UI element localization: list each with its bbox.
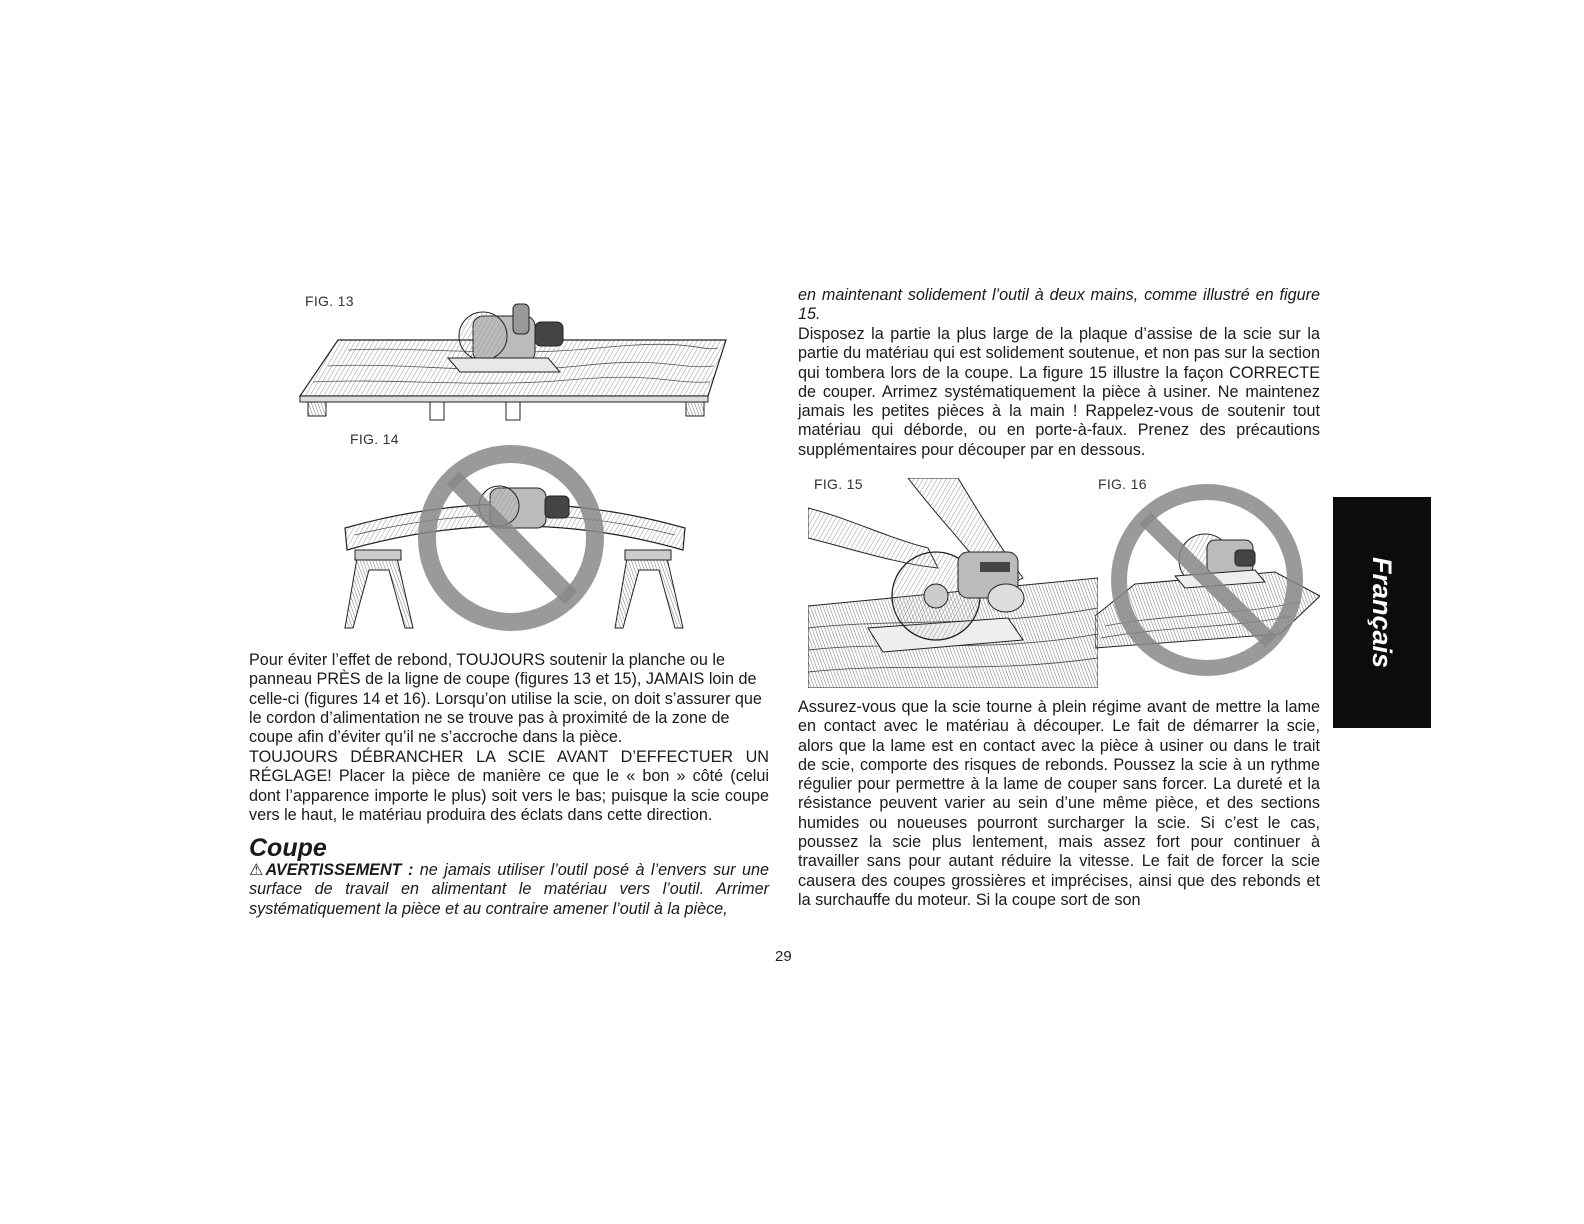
language-side-tab bbox=[1333, 497, 1431, 728]
warning-icon: ⚠ bbox=[249, 861, 266, 879]
fig16-illustration bbox=[1095, 476, 1320, 686]
right-paragraph-1: en maintenant solidement l’outil à deux mains, comme illustré en figure 15. bbox=[798, 286, 1320, 324]
section-heading-coupe: Coupe bbox=[249, 834, 327, 862]
fig15-illustration bbox=[808, 478, 1098, 688]
left-paragraph-1: Pour éviter l’effet de rebond, TOUJOURS soutenir la planche ou le panneau PRÈS de la ligne de coupe (figures 13 et 15), JAMAIS loin de celle-ci (figures 14 et 16). Lorsqu’on utilise la scie, on doit s’assurer que le cordon d’alimentation ne se trouve pas à proximité de la zone de coupe afin d’éviter qu’il ne s’accroche dans la pièce. bbox=[249, 651, 762, 747]
warning-label: AVERTISSEMENT : bbox=[265, 861, 414, 879]
fig16-label: FIG. 16 bbox=[1098, 476, 1147, 492]
right-paragraph-3: Assurez-vous que la scie tourne à plein régime avant de mettre la lame en contact avec le matériau à découper. Le fait de démarrer la scie, alors que la lame est en contact avec la pièce à usiner ou dans le trait de scie, comporte des risques de rebonds. Poussez la scie à un rythme régulier pour permettre à la lame de couper sans forcer. La dureté et la résistance peuvent varier au sein d’une même pièce, et des sections humides ou noueuses pourront surcharger la scie. Si c’est le cas, poussez la scie plus lentement, mais assez fort pour continuer à travailler sans pour autant réduire la vitesse. Le fait de forcer la scie causera des coupes grossières et imprécises, ainsi que des rebonds et la surchauffe du moteur. Si la coupe sort de son bbox=[798, 698, 1320, 909]
left-paragraph-2: TOUJOURS DÉBRANCHER LA SCIE AVANT D’EFFECTUER UN RÉGLAGE! Placer la pièce de manière ce que le « bon » côté (celui dont l’apparence importe le plus) soit vers le bas; puisque la scie coupe vers le haut, le matériau produira des éclats dans cette direction. bbox=[249, 748, 769, 824]
fig15-label: FIG. 15 bbox=[814, 476, 863, 492]
fig14-illustration bbox=[335, 440, 695, 635]
right-paragraph-2: Disposez la partie la plus large de la plaque d’assise de la scie sur la partie du matériau qui est solidement soutenue, et non pas sur la section qui tombera lors de la coupe. La figure 15 illustre la façon CORRECTE de couper. Arrimez systématiquement la pièce à usiner. Ne maintenez jamais les petites pièces à la main ! Rappelez-vous de soutenir tout matériau qui déborde, ou en porte-à-faux. Prenez des précautions supplémentaires pour découper par en dessous. bbox=[798, 325, 1320, 459]
warning-text: ne jamais utiliser l’outil posé à l’envers sur une surface de travail en alimentant le matériau vers l’outil. Arrimer systématiquement la pièce et au contraire amener l’outil à la pièce, bbox=[249, 861, 769, 918]
warning-paragraph bbox=[249, 861, 769, 919]
fig13-illustration bbox=[298, 288, 728, 428]
fig14-label: FIG. 14 bbox=[350, 431, 399, 447]
page-number: 29 bbox=[775, 948, 792, 965]
language-tab-label: Français bbox=[1367, 556, 1398, 669]
fig13-label: FIG. 13 bbox=[305, 293, 354, 309]
